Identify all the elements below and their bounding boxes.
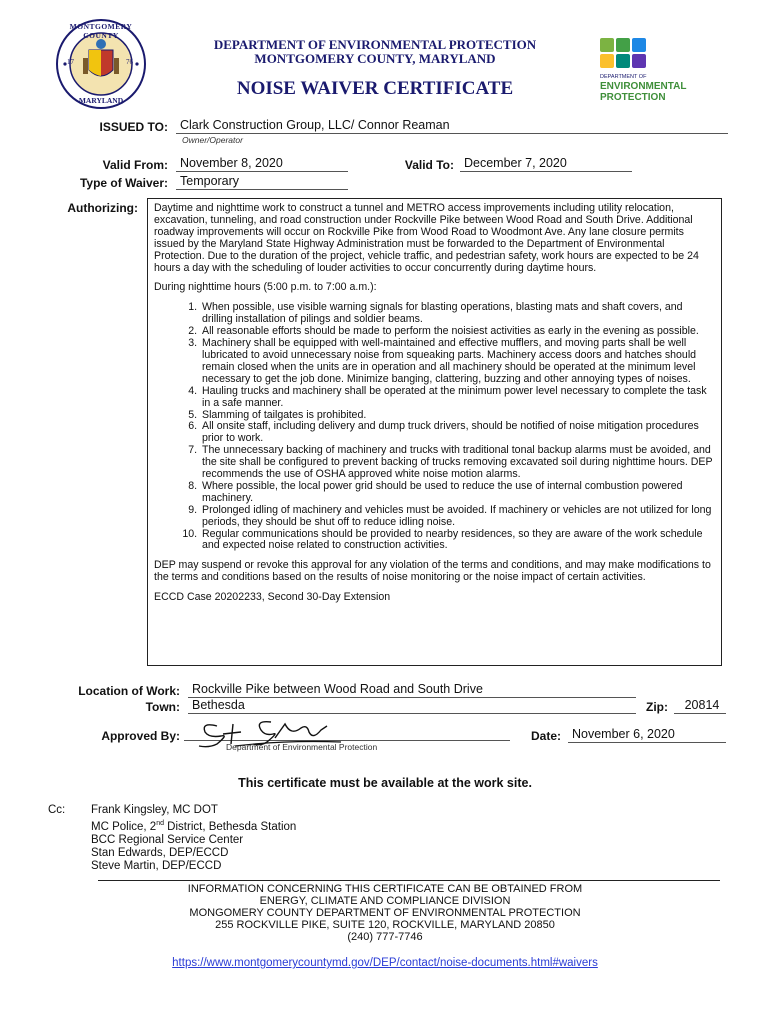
issued-to-sublabel: Owner/Operator	[182, 135, 243, 145]
dep-logo-line3: PROTECTION	[600, 92, 666, 103]
list-item: 4. Hauling trucks and machinery shall be operated at the minimum power level necessary to complete the task in a safe manner.	[200, 386, 715, 410]
list-item: 7. The unnecessary backing of machinery and trucks with traditional tonal backup alarms must be avoided, and the site shall be configured to prevent backing of trucks removing excavated soil during nighttime hours. DEP recommends the use of OSHA approved white noise motion alarms.	[200, 445, 715, 481]
cc-line: Stan Edwards, DEP/ECCD	[91, 846, 229, 859]
list-item: 9. Prolonged idling of machinery and vehicles must be avoided. If machinery or vehicles are not utilized for long periods, they should be shut off to reduce idling noise.	[200, 505, 715, 529]
footer-line: (240) 777-7746	[347, 931, 423, 943]
seal-text-top: MONTGOMERY COUNTY	[69, 22, 133, 40]
dep-logo-line2: ENVIRONMENTAL	[600, 81, 687, 92]
valid-from-label: Valid From:	[102, 158, 168, 172]
waiver-type-value: Temporary	[176, 174, 348, 190]
location-value: Rockville Pike between Wood Road and South Drive	[188, 682, 636, 698]
zip-value: 20814	[674, 698, 726, 714]
approved-by-label: Approved By:	[101, 729, 180, 743]
waiver-type-label: Type of Waiver:	[79, 176, 168, 190]
list-item: 10. Regular communications should be provided to nearby residences, so they are aware of the work schedule and expected noise related to construction activities.	[200, 529, 715, 553]
page-title: NOISE WAIVER CERTIFICATE	[236, 78, 514, 99]
availability-notice: This certificate must be available at the work site.	[238, 776, 532, 790]
authorizing-box	[147, 198, 722, 666]
dep-logo-line1: DEPARTMENT OF	[600, 74, 647, 80]
seal-text-bottom: MARYLAND	[78, 96, 124, 105]
case-number: ECCD Case 20202233, Second 30-Day Extension	[154, 591, 391, 604]
county-seal	[55, 18, 147, 110]
list-item: 8. Where possible, the local power grid should be used to reduce the use of internal combustion powered machinery.	[200, 481, 715, 505]
date-label: Date:	[530, 729, 561, 743]
cc-line	[91, 817, 296, 834]
seal-year-right: 76	[126, 58, 133, 66]
list-item: 5. Slamming of tailgates is prohibited.	[200, 410, 715, 422]
footer-info	[100, 883, 670, 943]
valid-from-value: November 8, 2020	[176, 156, 348, 172]
footer-divider	[98, 880, 720, 881]
footer-line: ENERGY, CLIMATE AND COMPLIANCE DIVISION	[259, 895, 511, 907]
revoke-notice: DEP may suspend or revoke this approval for any violation of the terms and conditions, and may make modifications to the terms and conditions based on the results of noise monitoring or the noise impact of certain activities.	[154, 559, 711, 584]
footer-line: 255 ROCKVILLE PIKE, SUITE 120, ROCKVILLE, MARYLAND 20850	[215, 919, 555, 931]
cc-line: BCC Regional Service Center	[91, 833, 244, 846]
conditions-list	[154, 302, 715, 552]
list-item: 1. When possible, use visible warning signals for blasting operations, blasting mats and shaft covers, and drilling installation of pilings and soldier beams.	[200, 302, 715, 326]
nighttime-heading: During nighttime hours (5:00 p.m. to 7:00 a.m.):	[154, 281, 377, 294]
cc-line: Frank Kingsley, MC DOT	[91, 804, 218, 816]
county-name: MONTGOMERY COUNTY, MARYLAND	[254, 51, 496, 66]
cc-line-part: MC Police, 2	[91, 820, 157, 833]
issued-to-value: Clark Construction Group, LLC/ Connor Reaman	[176, 118, 728, 134]
date-value: November 6, 2020	[568, 727, 726, 743]
town-label: Town:	[145, 700, 180, 714]
cc-line: Steve Martin, DEP/ECCD	[91, 859, 222, 872]
authorizing-intro: Daytime and nighttime work to construct a tunnel and METRO access improvements including utility relocation, excavation, tunneling, and road construction under Rockville Pike between Wood Road and South Drive. Additional roadway improvements will occur on Rockville Pike from Wood Road to Woodmont Ave. Any lane closure permits issued by the Maryland State Highway Administration must be forwarded to the Department of Environmental Protection. Due to the duration of the project, vehicle traffic, and pedestrian safety, work hours are expected to be 24 hours a day with the scheduling of louder activities to occur concurrently during daytime hours.	[154, 202, 699, 274]
waivers-link[interactable]: https://www.montgomerycountymd.gov/DEP/contact/noise-documents.html#waivers	[172, 957, 598, 969]
list-item: 3. Machinery shall be equipped with well-maintained and effective mufflers, and moving parts shall be well lubricated to avoid unnecessary noise from squeaking parts. Machinery access doors and hatches should remain closed when the units are in operation and all machinery should be operated at the minimum level necessary to get the job done. Minimize banging, clattering, buzzing and other annoying types of noises.	[200, 338, 715, 386]
dep-logo	[598, 36, 708, 106]
cc-label: Cc:	[48, 804, 66, 816]
footer-line: INFORMATION CONCERNING THIS CERTIFICATE CAN BE OBTAINED FROM	[187, 883, 583, 895]
cc-list	[91, 804, 296, 873]
footer-line: MONGOMERY COUNTY DEPARTMENT OF ENVIRONMENTAL PROTECTION	[189, 907, 581, 919]
seal-year-left: 17	[67, 58, 74, 66]
authorizing-label: Authorizing:	[67, 201, 138, 215]
cc-line-sup: nd	[156, 820, 164, 827]
issued-to-label: ISSUED TO:	[99, 120, 168, 134]
valid-to-label: Valid To:	[404, 158, 454, 172]
list-item: 6. All onsite staff, including delivery and dump truck drivers, should be notified of noise mitigation procedures prior to work.	[200, 421, 715, 445]
cc-line-part: District, Bethesda Station	[163, 820, 297, 833]
town-value: Bethesda	[188, 698, 636, 714]
list-item: 2. All reasonable efforts should be made to perform the noisiest activities as early in the evening as possible.	[200, 326, 715, 338]
approved-by-sublabel: Department of Environmental Protection	[226, 742, 378, 752]
zip-label: Zip:	[646, 700, 668, 714]
location-label: Location of Work:	[78, 684, 180, 698]
valid-to-value: December 7, 2020	[460, 156, 632, 172]
department-name: DEPARTMENT OF ENVIRONMENTAL PROTECTION	[213, 37, 537, 52]
